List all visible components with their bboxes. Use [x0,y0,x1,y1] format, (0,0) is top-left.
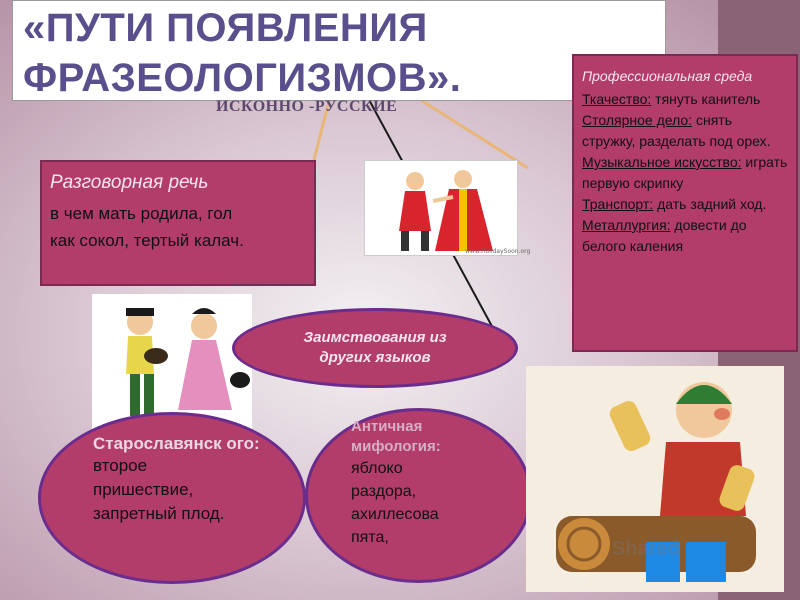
professional-header: Профессиональная среда [582,68,753,84]
professional-environment-box [572,54,798,352]
ancient-line-2: раздора, [351,483,417,500]
title-box [12,0,666,101]
ancient-line-1: яблоко [351,460,403,477]
professional-item: Ткачество: тянуть канитель [582,91,761,107]
page-title [23,3,461,103]
native-russian-label: ИСКОННО -РУССКИЕ [216,98,398,115]
spoken-speech-examples: в чем мать родила, гол как сокол, тертый калач. [50,204,244,250]
ancient-mythology-header: Античная мифология: [351,418,441,455]
watermark: Shared [612,538,680,560]
borrowings-line-1: Заимствования из [303,329,447,346]
old-slavonic-oval [38,412,306,584]
old-slavonic-line-2: пришествие, [93,480,194,499]
spoken-speech-header: Разговорная речь [50,172,209,193]
professional-item: Транспорт: дать задний ход. [582,196,767,212]
professional-item: Столярное дело: снять стружку, разделать под орех. [582,112,771,149]
borrowings-line-2: других языков [319,349,431,366]
svg-text:www.HolidaySoon.org: www.HolidaySoon.org [465,248,531,255]
old-slavonic-line-3: запретный плод. [93,504,225,523]
professional-item: Металлургия: довести до белого каления [582,217,747,254]
ancient-line-4: пята, [351,529,389,546]
title-line-1: «ПУТИ ПОЯВЛЕНИЯ [23,6,428,50]
title-line-2: ФРАЗЕОЛОГИЗМОВ». [23,56,462,100]
page-number: 6 [578,574,586,589]
folk-dance-image [364,160,531,256]
ancient-mythology-oval [305,408,532,583]
professional-item: Музыкальное искусство: играть первую скрипку [582,154,788,191]
borrowings-oval [232,308,518,388]
spoken-speech-box [40,160,316,286]
ancient-line-3: ахиллесова [351,506,439,523]
old-slavonic-header: Старославянск ого: [93,434,260,453]
old-slavonic-line-1: второе [93,456,148,475]
